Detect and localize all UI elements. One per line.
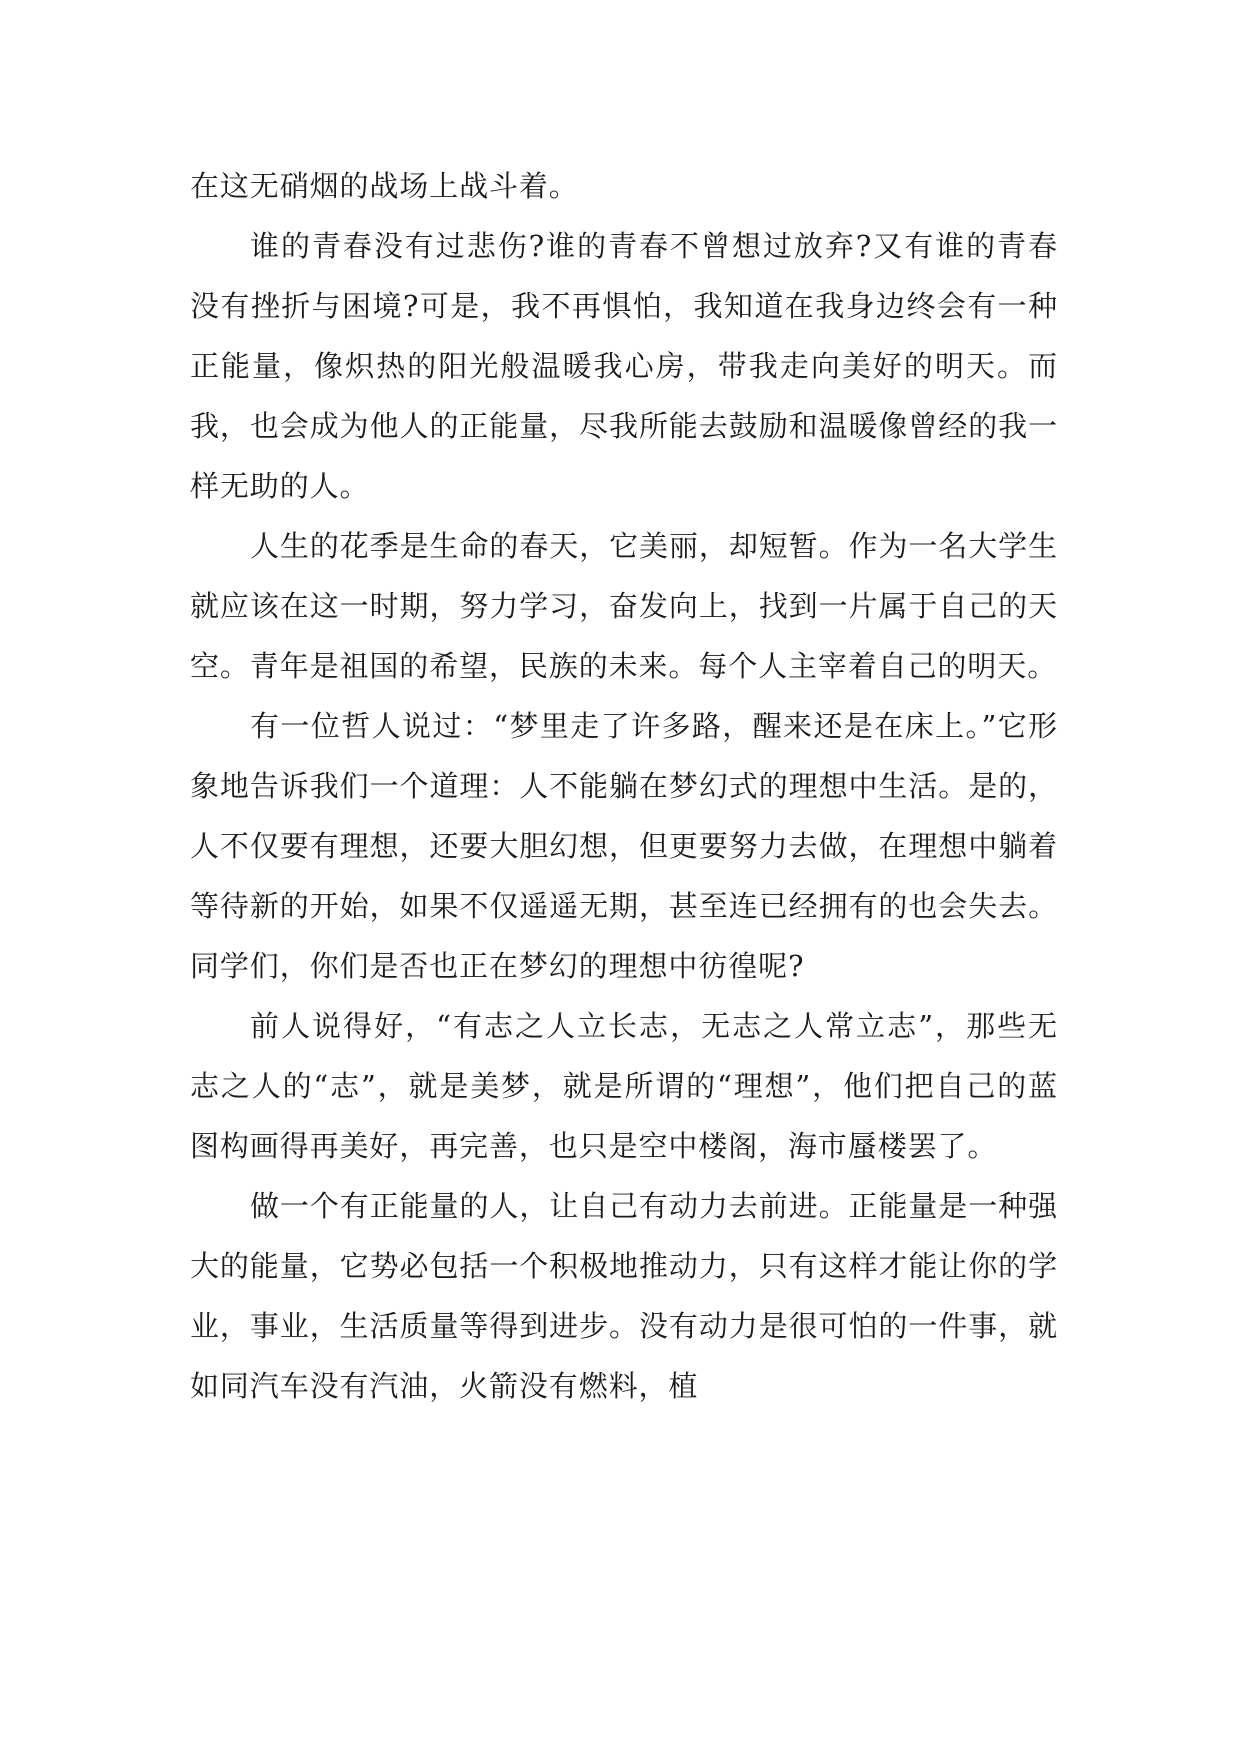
paragraph-1: 在这无硝烟的战场上战斗着。 — [190, 169, 579, 203]
paragraph-2: 谁的青春没有过悲伤?谁的青春不曾想过放弃?又有谁的青春没有挫折与困境?可是，我不再惧怕，我知道在我身边终会有一种正能量，像炽热的阳光般温暖我心房，带我走向美好的明天。而我，也会成为他人的正能量，尽我所能去鼓励和温暖像曾经的我一样无助的人。 — [190, 229, 1058, 503]
paragraph-4: 有一位哲人说过：“梦里走了许多路，醒来还是在床上。”它形象地告诉我们一个道理：人不能躺在梦幻式的理想中生活。是的，人不仅要有理想，还要大胆幻想，但更要努力去做，在理想中躺着等待新的开始，如果不仅遥遥无期，甚至连已经拥有的也会失去。同学们，你们是否也正在梦幻的理想中彷徨呢? — [190, 709, 1058, 983]
paragraph-6: 做一个有正能量的人，让自己有动力去前进。正能量是一种强大的能量，它势必包括一个积极地推动力，只有这样才能让你的学业，事业，生活质量等得到进步。没有动力是很可怕的一件事，就如同汽车没有汽油，火箭没有燃料，植 — [190, 1189, 1058, 1403]
paragraph-5: 前人说得好，“有志之人立长志，无志之人常立志”，那些无志之人的“志”，就是美梦，就是所谓的“理想”，他们把自己的蓝图构画得再美好，再完善，也只是空中楼阁，海市蜃楼罢了。 — [190, 1009, 1058, 1163]
paragraph-3: 人生的花季是生命的春天，它美丽，却短暂。作为一名大学生就应该在这一时期，努力学习，奋发向上，找到一片属于自己的天空。青年是祖国的希望，民族的未来。每个人主宰着自己的明天。 — [190, 529, 1058, 683]
document-body — [190, 156, 1058, 1416]
